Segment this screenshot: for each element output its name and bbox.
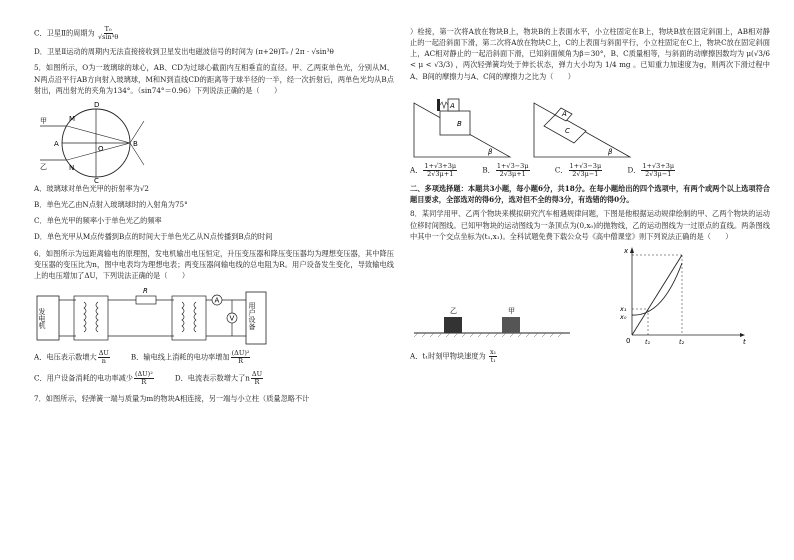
- coil: [96, 302, 98, 332]
- left-column: [34, 26, 394, 407]
- option-text: C．卫星Ⅱ的周期为: [34, 28, 95, 38]
- question-5: 5．如图所示，O为一玻璃球的球心，AB、CD为过球心截面内互相垂直的直径。甲、乙两束单色光，分别从M、N两点沿平行AB方向射入玻璃球，M和N到直线CD的距离等于球半径的一半，经一次折射后，两单色光均从B点射出，两出射光的夹角为134°。（sin74°＝0.96）下列说法正确的是（ ）: [34, 63, 394, 95]
- label-b: B: [457, 119, 462, 128]
- coil: [182, 302, 184, 332]
- x-t-graph: [619, 247, 746, 346]
- numerator: 1+√3+3μ: [424, 161, 457, 170]
- label-yi: 乙: [40, 162, 47, 171]
- q8-option-a: [410, 349, 770, 364]
- label-beta-2: β: [608, 147, 613, 156]
- q5-option-b: B．单色光乙由N点射入玻璃球时的入射角为75°: [34, 200, 188, 210]
- fraction: [98, 26, 118, 41]
- q6-option-d: [175, 371, 264, 386]
- option-text: A．电压表示数增大: [34, 352, 97, 362]
- q7-force: 1/4 mg: [605, 60, 631, 70]
- denominator: R: [141, 378, 147, 387]
- label-t2: t₂: [679, 337, 685, 346]
- denominator: 2√3μ−1: [572, 169, 599, 178]
- q7-text-1: ）栓接，第一次将A放在物块B上，物块B的上表面水平，小立柱固定在B上，物块B放在固定斜面上，AB相对静止的一起沿斜面下滑，第二次将A放在物块C上，C的上表面与斜面平行，小立柱固定在C上，物块C放在固定斜面上，AC相对静止的一起沿斜面下滑，已知斜面倾角为β＝30°，B、C质量相等，与斜面的动摩擦因数均为: [410, 27, 770, 59]
- post-1: [437, 99, 440, 111]
- coil: [84, 302, 86, 332]
- option-d-satellite: [34, 46, 394, 57]
- option-text: D．电流表示数增大了n: [174, 373, 250, 383]
- q7-option-a: [410, 163, 458, 178]
- option-label: C．: [554, 165, 568, 175]
- option-text: D．卫星Ⅱ运动的周期内无法直接接收到卫星发出电磁波信号的时间为: [34, 47, 254, 57]
- numerator: T₀: [104, 25, 112, 33]
- power-transmission-figure: [34, 284, 274, 350]
- q7-mu-range: μ(√3/6 < μ < √3/3): [410, 49, 770, 70]
- denominator: t₁: [490, 355, 496, 364]
- option-label: B．: [482, 165, 495, 175]
- numerator: ΔU: [251, 370, 263, 379]
- label-d: D: [94, 100, 100, 109]
- label-jia: 甲: [508, 306, 515, 315]
- option-label: D．: [627, 165, 641, 175]
- t-axis-arrow: [740, 333, 745, 337]
- label-x1: x₁: [620, 304, 627, 313]
- q6-options-row-1: [34, 350, 394, 365]
- label-t: t: [743, 337, 746, 346]
- q5-option-a: A．玻璃球对单色光甲的折射率为√2: [34, 183, 149, 193]
- label-x: x: [624, 246, 629, 255]
- q7-option-c: [555, 163, 603, 178]
- question-7-continued: [410, 26, 770, 82]
- spring-1: [440, 102, 448, 108]
- label-yi: 乙: [450, 306, 457, 315]
- option-text: A．t₁时刻甲物块速度为: [410, 351, 486, 361]
- option-text: B．输电线上消耗的电功率增加: [130, 352, 230, 362]
- option-label: A．: [410, 165, 423, 175]
- label-t1: t₁: [645, 337, 651, 346]
- question-8: 8．某同学用甲、乙两个物块来模拟研究汽车相遇规律问题，下图是他根据运动规律绘制的甲、乙两个物块的运动位移时间图线。已知甲物块的运动图线为一条顶点为(0,x₀)的抛物线，乙的运动图线为一过原点的直线。两条图线中其中一个交点坐标为(t₁,x₁)。全科试题免费下载公众号《高中僧课堂》则下列说法正确的是（ ）: [410, 209, 770, 241]
- q6-option-a: [34, 350, 111, 365]
- block-jia: [502, 317, 520, 333]
- resistor-label: R: [143, 287, 148, 295]
- right-column: [410, 26, 770, 369]
- voltmeter-label: V: [229, 314, 235, 323]
- label-x0: x₀: [620, 312, 627, 321]
- jia-curve: [632, 263, 682, 315]
- coil: [194, 302, 196, 332]
- fraction: [641, 163, 675, 178]
- label-n: N: [69, 163, 75, 172]
- step-up-transformer: [74, 296, 108, 340]
- numerator: (ΔU)²: [134, 370, 153, 379]
- numerator: 1+√3−3μ: [496, 161, 529, 170]
- label-o: O: [98, 144, 104, 153]
- fraction: [231, 350, 251, 365]
- question-7-start: 7．如图所示，轻弹簧一端与质量为m的物块A相连接，另一端与小立柱（质量忽略不计: [34, 393, 310, 403]
- x-axis-arrow: [630, 247, 634, 253]
- q6-option-c: [34, 371, 155, 386]
- option-c-satellite: [34, 26, 394, 41]
- denominator: 2√3μ−1: [645, 169, 672, 178]
- fraction: [251, 371, 263, 386]
- denominator: n: [101, 357, 106, 366]
- fraction: [98, 350, 110, 365]
- incline-figure-ab: [414, 99, 510, 157]
- step-down-transformer: [172, 296, 206, 340]
- formula: (π+2θ)T₀ / 2π · √sin³θ: [255, 47, 334, 57]
- q7-text-3: 。已知重力加速度为g，则两次下滑过程中A、B间的摩擦力与A、C间的摩擦力之比为（ ）: [410, 60, 770, 81]
- q6-option-b: [131, 350, 252, 365]
- q7-option-b: [482, 163, 530, 178]
- glass-sphere-figure: [34, 99, 164, 183]
- fraction: [134, 371, 154, 386]
- label-a: A: [54, 139, 59, 148]
- fraction: [423, 163, 457, 178]
- fraction: [496, 163, 530, 178]
- q7-options: [410, 163, 770, 178]
- numerator: ΔU: [98, 349, 109, 357]
- ground-hatching: [414, 333, 562, 337]
- label-a2: A: [562, 109, 567, 118]
- q5-option-d: D．单色光甲从M点传播到B点的时间大于单色光乙从N点传播到B点的时间: [34, 232, 273, 242]
- ray-jia-refracted: [67, 126, 130, 143]
- denominator: 2√3μ+1: [499, 169, 526, 178]
- q7-option-d: [627, 163, 676, 178]
- label-origin: 0: [626, 336, 631, 345]
- label-c: C: [565, 126, 570, 135]
- denominator: 2√3μ+1: [427, 169, 454, 178]
- generator-label: 发电机: [38, 308, 46, 329]
- q7-text-2: ，两次轻弹簧均处于伸长状态，弹力大小均为: [455, 60, 603, 70]
- incline-figure-ac: [534, 103, 630, 157]
- resistor: [136, 296, 156, 304]
- fraction: [489, 349, 497, 364]
- denominator: R: [254, 378, 260, 387]
- fraction: [569, 163, 603, 178]
- section-heading-multiple-choice: 二、多项选择题：本题共3小题，每小题6分，共18分。在每小题给出的四个选项中，有两个或两个以上选项符合题目要求，全部选对的得6分，选对但不全的得3分，有选错的得0分。: [410, 184, 770, 205]
- numerator: (ΔU)²: [231, 349, 250, 357]
- numerator: x₁: [489, 347, 497, 356]
- label-m: M: [69, 114, 76, 123]
- ammeter-label: A: [214, 296, 220, 305]
- numerator: 1+√3−3μ: [569, 161, 602, 170]
- q6-options-row-2: [34, 371, 394, 386]
- question-5-options: [34, 183, 394, 243]
- label-c: C: [94, 176, 99, 183]
- displacement-time-figure: [410, 245, 760, 349]
- question-6: 6．如图所示为远距离输电的原理图，发电机输出电压恒定，升压变压器和降压变压器均为理想变压器，其中降压变压器的变压比为n，图中电表均为理想电表；两变压器间输电线的总电阻为R。用户设备发生变化，导致输电线上的电压增加了ΔU，下列说法正确的是（ ）: [34, 248, 394, 280]
- block-b: [440, 111, 470, 135]
- label-beta-1: β: [488, 147, 493, 156]
- q5-option-c: C．单色光甲的频率小于单色光乙的频率: [34, 216, 162, 226]
- denominator: √sin³θ: [98, 33, 119, 42]
- yi-line: [632, 255, 682, 335]
- block-yi: [444, 317, 462, 333]
- option-text: C．用户设备消耗的电功率减少: [34, 373, 133, 383]
- label-jia: 甲: [40, 116, 47, 125]
- denominator: R: [238, 357, 243, 366]
- label-b: B: [133, 139, 138, 148]
- numerator: 1+√3+3μ: [642, 161, 675, 170]
- incline-figures: [410, 85, 650, 163]
- blocks-scene: [414, 307, 570, 337]
- label-a1: A: [450, 101, 455, 110]
- user-device-label: 用户设备: [248, 302, 256, 330]
